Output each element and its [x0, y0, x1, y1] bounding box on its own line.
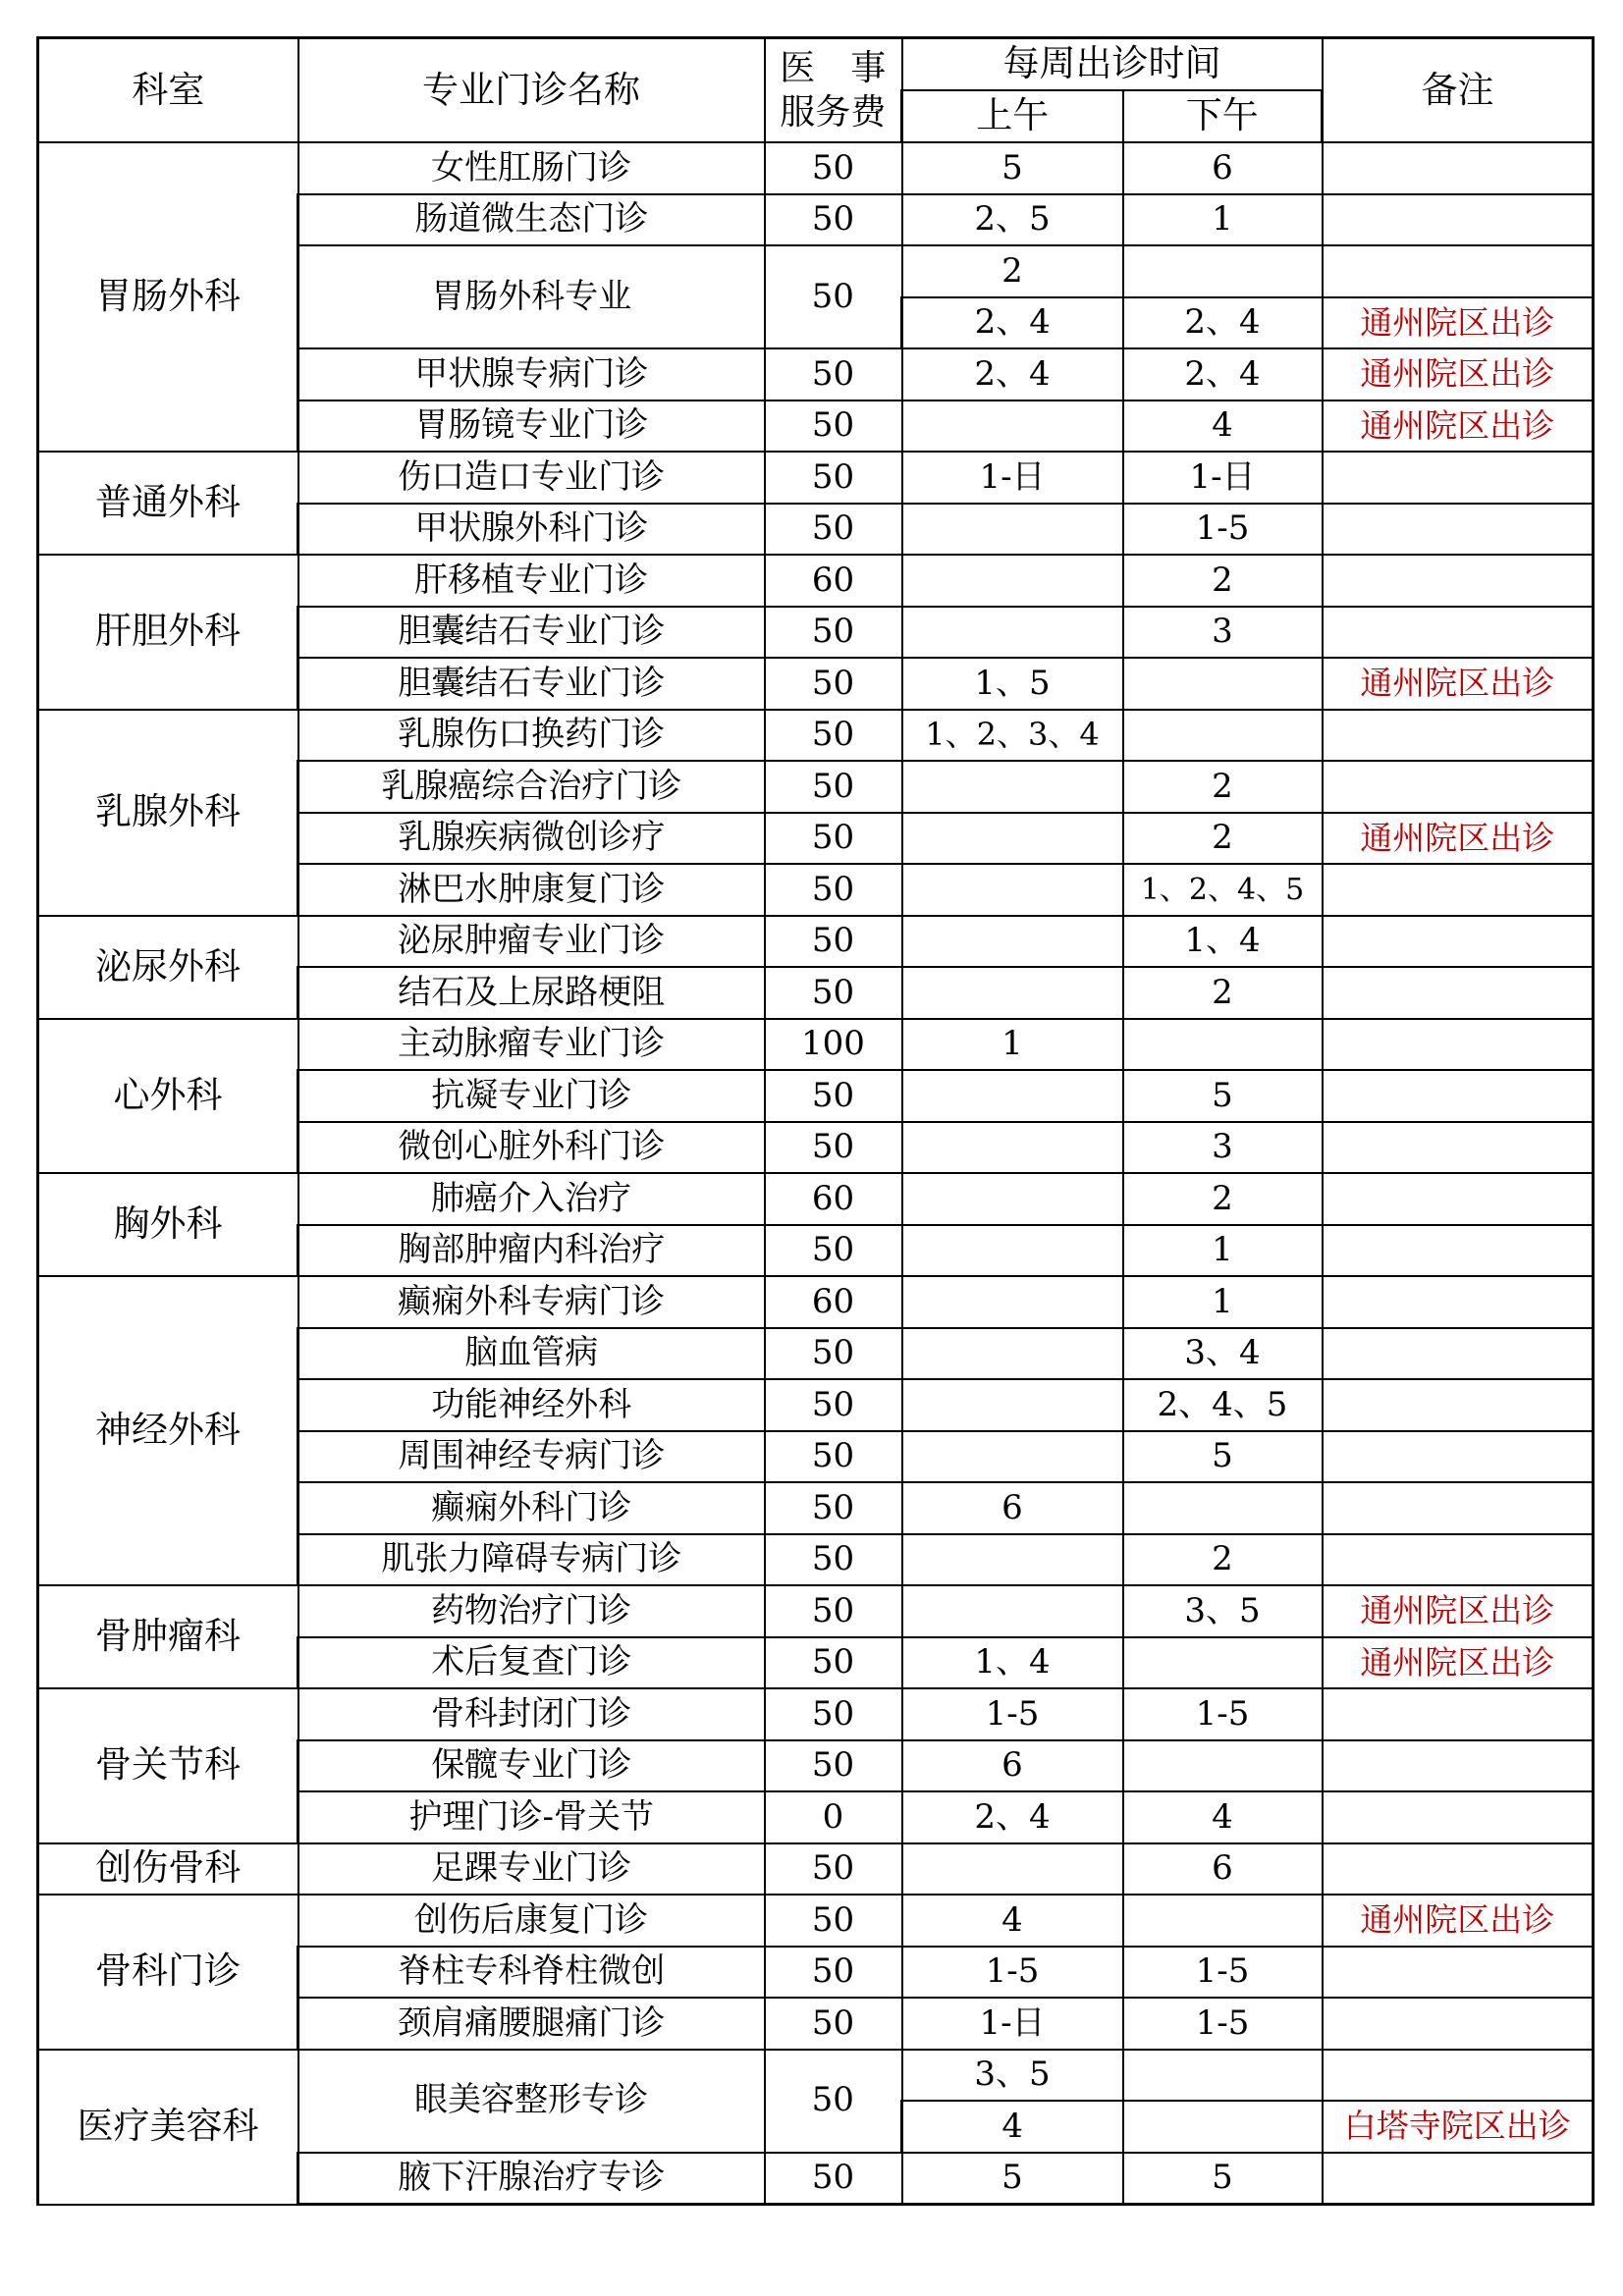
clinic-schedule-table [36, 36, 1595, 2206]
pm-cell: 4 [1123, 1791, 1323, 1843]
clinic-name: 癫痫外科门诊 [298, 1482, 765, 1534]
remark-cell [1323, 1431, 1594, 1483]
pm-cell [1123, 1740, 1323, 1792]
remark-cell: 通州院区出诊 [1323, 658, 1594, 710]
am-cell [902, 1070, 1123, 1122]
am-cell: 2、5 [902, 194, 1123, 246]
clinic-name: 甲状腺专病门诊 [298, 348, 765, 400]
am-cell: 4 [902, 2101, 1123, 2153]
clinic-name: 胃肠镜专业门诊 [298, 400, 765, 453]
am-cell [902, 864, 1123, 916]
clinic-name: 肌张力障碍专病门诊 [298, 1534, 765, 1586]
remark-cell [1323, 245, 1594, 297]
fee-cell: 50 [765, 1431, 902, 1483]
fee-cell: 50 [765, 1482, 902, 1534]
am-cell: 3、5 [902, 2050, 1123, 2102]
fee-cell: 50 [765, 813, 902, 865]
remark-cell [1323, 916, 1594, 968]
header-weekly-schedule: 每周出诊时间 [902, 38, 1323, 91]
am-cell [902, 400, 1123, 453]
remark-cell [1323, 1173, 1594, 1225]
pm-cell: 2、4 [1123, 297, 1323, 349]
clinic-name: 淋巴水肿康复门诊 [298, 864, 765, 916]
clinic-name: 护理门诊-骨关节 [298, 1791, 765, 1843]
am-cell: 1、4 [902, 1637, 1123, 1689]
fee-cell: 50 [765, 1225, 902, 1277]
clinic-name: 癫痫外科专病门诊 [298, 1276, 765, 1328]
pm-cell: 2 [1123, 1173, 1323, 1225]
am-cell: 5 [902, 142, 1123, 194]
fee-cell: 60 [765, 1173, 902, 1225]
clinic-name: 保髋专业门诊 [298, 1740, 765, 1792]
remark-cell [1323, 1379, 1594, 1431]
am-cell: 1-日 [902, 1998, 1123, 2050]
fee-cell: 50 [765, 1122, 902, 1174]
am-cell [902, 1431, 1123, 1483]
pm-cell: 6 [1123, 142, 1323, 194]
remark-cell [1323, 1998, 1594, 2050]
fee-cell: 50 [765, 864, 902, 916]
am-cell [902, 813, 1123, 865]
am-cell: 1-5 [902, 1688, 1123, 1740]
remark-cell [1323, 1534, 1594, 1586]
clinic-name: 肝移植专业门诊 [298, 555, 765, 607]
remark-cell [1323, 710, 1594, 762]
clinic-name: 胆囊结石专业门诊 [298, 607, 765, 659]
table-row [38, 1019, 1594, 1071]
fee-cell: 50 [765, 1637, 902, 1689]
pm-cell: 4 [1123, 400, 1323, 453]
clinic-name: 足踝专业门诊 [298, 1843, 765, 1896]
pm-cell: 2、4、5 [1123, 1379, 1323, 1431]
remark-cell: 通州院区出诊 [1323, 400, 1594, 453]
remark-cell [1323, 967, 1594, 1019]
table-row [38, 1585, 1594, 1637]
table-row [38, 710, 1594, 762]
clinic-name: 骨科封闭门诊 [298, 1688, 765, 1740]
remark-cell [1323, 1791, 1594, 1843]
fee-cell: 60 [765, 555, 902, 607]
clinic-name: 功能神经外科 [298, 1379, 765, 1431]
pm-cell: 5 [1123, 1431, 1323, 1483]
fee-cell: 50 [765, 400, 902, 453]
header-afternoon: 下午 [1123, 90, 1323, 142]
pm-cell: 3、5 [1123, 1585, 1323, 1637]
pm-cell: 2 [1123, 761, 1323, 813]
remark-cell: 通州院区出诊 [1323, 1585, 1594, 1637]
am-cell: 1、2、3、4 [902, 710, 1123, 762]
pm-cell [1123, 2050, 1323, 2102]
clinic-name: 肠道微生态门诊 [298, 194, 765, 246]
pm-cell [1123, 1637, 1323, 1689]
pm-cell: 5 [1123, 1070, 1323, 1122]
clinic-name: 胆囊结石专业门诊 [298, 658, 765, 710]
header-fee-line2: 服务费 [780, 92, 887, 133]
clinic-name: 微创心脏外科门诊 [298, 1122, 765, 1174]
fee-cell: 50 [765, 607, 902, 659]
remark-cell [1323, 1070, 1594, 1122]
remark-cell: 白塔寺院区出诊 [1323, 2101, 1594, 2153]
remark-cell [1323, 1843, 1594, 1896]
fee-cell: 50 [765, 1070, 902, 1122]
header-fee [765, 38, 902, 143]
fee-cell: 50 [765, 194, 902, 246]
remark-cell: 通州院区出诊 [1323, 1637, 1594, 1689]
fee-cell: 50 [765, 1534, 902, 1586]
clinic-name: 药物治疗门诊 [298, 1585, 765, 1637]
clinic-name: 伤口造口专业门诊 [298, 452, 765, 504]
pm-cell: 2 [1123, 555, 1323, 607]
clinic-name: 女性肛肠门诊 [298, 142, 765, 194]
remark-cell [1323, 1740, 1594, 1792]
clinic-name: 颈肩痛腰腿痛门诊 [298, 1998, 765, 2050]
pm-cell: 3 [1123, 1122, 1323, 1174]
pm-cell: 1-5 [1123, 1688, 1323, 1740]
remark-cell: 通州院区出诊 [1323, 348, 1594, 400]
fee-cell: 50 [765, 1740, 902, 1792]
clinic-name: 脑血管病 [298, 1328, 765, 1380]
table-row [38, 916, 1594, 968]
clinic-name: 乳腺伤口换药门诊 [298, 710, 765, 762]
fee-cell: 50 [765, 452, 902, 504]
am-cell: 2 [902, 245, 1123, 297]
dept-cell: 乳腺外科 [38, 710, 298, 916]
dept-cell: 肝胆外科 [38, 555, 298, 710]
pm-cell: 1、4 [1123, 916, 1323, 968]
fee-cell: 50 [765, 761, 902, 813]
pm-cell [1123, 1482, 1323, 1534]
am-cell [902, 761, 1123, 813]
am-cell: 2、4 [902, 297, 1123, 349]
remark-cell [1323, 555, 1594, 607]
fee-cell: 50 [765, 1328, 902, 1380]
table-row [38, 1843, 1594, 1896]
remark-cell [1323, 1688, 1594, 1740]
am-cell: 2、4 [902, 1791, 1123, 1843]
clinic-name: 脊柱专科脊柱微创 [298, 1947, 765, 1999]
remark-cell [1323, 1328, 1594, 1380]
pm-cell: 1-5 [1123, 1998, 1323, 2050]
header-clinic-name: 专业门诊名称 [298, 38, 765, 143]
remark-cell [1323, 1276, 1594, 1328]
dept-cell: 心外科 [38, 1019, 298, 1174]
fee-cell: 50 [765, 2153, 902, 2205]
pm-cell [1123, 710, 1323, 762]
pm-cell [1123, 1019, 1323, 1071]
table-row [38, 2050, 1594, 2102]
dept-cell: 泌尿外科 [38, 916, 298, 1019]
am-cell: 4 [902, 1895, 1123, 1947]
dept-cell: 创伤骨科 [38, 1843, 298, 1896]
remark-cell [1323, 761, 1594, 813]
pm-cell: 2 [1123, 967, 1323, 1019]
am-cell: 6 [902, 1482, 1123, 1534]
dept-cell: 神经外科 [38, 1276, 298, 1585]
remark-cell [1323, 452, 1594, 504]
pm-cell: 1 [1123, 1225, 1323, 1277]
am-cell: 1-5 [902, 1947, 1123, 1999]
am-cell [902, 504, 1123, 556]
header-remark: 备注 [1323, 38, 1594, 143]
pm-cell: 1 [1123, 194, 1323, 246]
fee-cell: 50 [765, 1895, 902, 1947]
am-cell [902, 916, 1123, 968]
clinic-name: 眼美容整形专诊 [298, 2050, 765, 2153]
am-cell [902, 1843, 1123, 1896]
am-cell: 2、4 [902, 348, 1123, 400]
dept-cell: 骨关节科 [38, 1688, 298, 1843]
remark-cell [1323, 2153, 1594, 2205]
header-fee-line1: 医 事 [780, 48, 887, 88]
table-row [38, 452, 1594, 504]
fee-cell: 50 [765, 916, 902, 968]
clinic-name: 抗凝专业门诊 [298, 1070, 765, 1122]
pm-cell: 1-日 [1123, 452, 1323, 504]
header-morning: 上午 [902, 90, 1123, 142]
fee-cell: 60 [765, 1276, 902, 1328]
clinic-name: 胃肠外科专业 [298, 245, 765, 348]
am-cell [902, 607, 1123, 659]
fee-cell: 50 [765, 348, 902, 400]
table-row [38, 555, 1594, 607]
remark-cell [1323, 1019, 1594, 1071]
clinic-name: 周围神经专病门诊 [298, 1431, 765, 1483]
dept-cell: 胸外科 [38, 1173, 298, 1276]
am-cell [902, 1328, 1123, 1380]
fee-cell: 50 [765, 245, 902, 348]
remark-cell: 通州院区出诊 [1323, 813, 1594, 865]
am-cell [902, 1122, 1123, 1174]
remark-cell: 通州院区出诊 [1323, 297, 1594, 349]
remark-cell [1323, 1122, 1594, 1174]
am-cell [902, 555, 1123, 607]
pm-cell [1123, 2101, 1323, 2153]
am-cell: 1、5 [902, 658, 1123, 710]
am-cell [902, 1276, 1123, 1328]
clinic-name: 甲状腺外科门诊 [298, 504, 765, 556]
am-cell: 1-日 [902, 452, 1123, 504]
fee-cell: 50 [765, 658, 902, 710]
clinic-name: 乳腺癌综合治疗门诊 [298, 761, 765, 813]
pm-cell: 1-5 [1123, 504, 1323, 556]
am-cell: 6 [902, 1740, 1123, 1792]
am-cell [902, 1173, 1123, 1225]
clinic-name: 腋下汗腺治疗专诊 [298, 2153, 765, 2205]
am-cell [902, 1585, 1123, 1637]
dept-cell: 医疗美容科 [38, 2050, 298, 2205]
pm-cell [1123, 658, 1323, 710]
am-cell [902, 1225, 1123, 1277]
remark-cell: 通州院区出诊 [1323, 1895, 1594, 1947]
pm-cell: 3 [1123, 607, 1323, 659]
dept-cell: 骨肿瘤科 [38, 1585, 298, 1688]
remark-cell [1323, 504, 1594, 556]
pm-cell: 2 [1123, 1534, 1323, 1586]
am-cell [902, 967, 1123, 1019]
fee-cell: 50 [765, 142, 902, 194]
clinic-name: 创伤后康复门诊 [298, 1895, 765, 1947]
dept-cell: 胃肠外科 [38, 142, 298, 452]
fee-cell: 50 [765, 2050, 902, 2153]
pm-cell [1123, 245, 1323, 297]
am-cell: 5 [902, 2153, 1123, 2205]
remark-cell [1323, 1947, 1594, 1999]
table-row [38, 142, 1594, 194]
pm-cell: 5 [1123, 2153, 1323, 2205]
header-dept: 科室 [38, 38, 298, 143]
fee-cell: 50 [765, 1379, 902, 1431]
fee-cell: 50 [765, 1947, 902, 1999]
table-row [38, 1173, 1594, 1225]
am-cell: 1 [902, 1019, 1123, 1071]
pm-cell: 3、4 [1123, 1328, 1323, 1380]
remark-cell [1323, 1482, 1594, 1534]
clinic-name: 肺癌介入治疗 [298, 1173, 765, 1225]
pm-cell: 1 [1123, 1276, 1323, 1328]
remark-cell [1323, 194, 1594, 246]
clinic-name: 结石及上尿路梗阻 [298, 967, 765, 1019]
fee-cell: 50 [765, 710, 902, 762]
clinic-name: 主动脉瘤专业门诊 [298, 1019, 765, 1071]
clinic-name: 胸部肿瘤内科治疗 [298, 1225, 765, 1277]
dept-cell: 普通外科 [38, 452, 298, 555]
table-row [38, 1895, 1594, 1947]
table-row [38, 1688, 1594, 1740]
pm-cell: 1、2、4、5 [1123, 864, 1323, 916]
remark-cell [1323, 142, 1594, 194]
clinic-name: 术后复查门诊 [298, 1637, 765, 1689]
remark-cell [1323, 607, 1594, 659]
pm-cell: 6 [1123, 1843, 1323, 1896]
fee-cell: 50 [765, 504, 902, 556]
fee-cell: 50 [765, 1998, 902, 2050]
pm-cell: 1-5 [1123, 1947, 1323, 1999]
dept-cell: 骨科门诊 [38, 1895, 298, 2050]
pm-cell [1123, 1895, 1323, 1947]
fee-cell: 0 [765, 1791, 902, 1843]
pm-cell: 2 [1123, 813, 1323, 865]
fee-cell: 50 [765, 1688, 902, 1740]
fee-cell: 100 [765, 1019, 902, 1071]
remark-cell [1323, 864, 1594, 916]
am-cell [902, 1534, 1123, 1586]
fee-cell: 50 [765, 1585, 902, 1637]
remark-cell [1323, 1225, 1594, 1277]
table-row [38, 1276, 1594, 1328]
pm-cell: 2、4 [1123, 348, 1323, 400]
fee-cell: 50 [765, 1843, 902, 1896]
fee-cell: 50 [765, 967, 902, 1019]
clinic-name: 乳腺疾病微创诊疗 [298, 813, 765, 865]
remark-cell [1323, 2050, 1594, 2102]
clinic-name: 泌尿肿瘤专业门诊 [298, 916, 765, 968]
am-cell [902, 1379, 1123, 1431]
